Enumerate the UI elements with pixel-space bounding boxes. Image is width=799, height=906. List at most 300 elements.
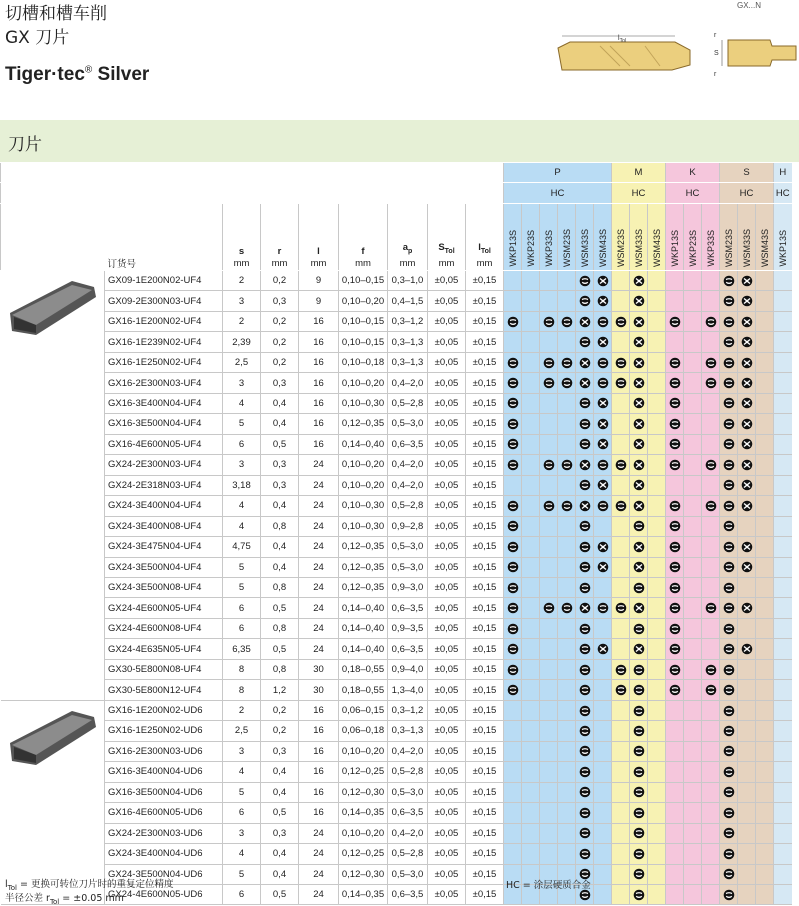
cell-l: 16 (299, 762, 339, 782)
cell-f: 0,12–0,35 (339, 414, 388, 434)
grade-header: WSM43S (651, 228, 662, 267)
page-subtitle: GX 刀片 (5, 28, 70, 48)
cell-f: 0,10–0,15 (339, 270, 388, 290)
main-application-icon (615, 684, 627, 696)
cell-l: 24 (299, 844, 339, 864)
main-application-icon (723, 664, 735, 676)
table-row (1, 516, 792, 536)
cell-f: 0,10–0,18 (339, 352, 388, 372)
cell-ltol: ±0,15 (466, 270, 504, 290)
drawing-type-label: GX...N (737, 1, 762, 10)
cell-ap: 0,3–1,0 (388, 270, 428, 290)
main-application-icon (579, 275, 591, 287)
main-application-icon (723, 438, 735, 450)
main-application-icon (669, 541, 681, 553)
cell-ltol: ±0,15 (466, 332, 504, 352)
material-group-m: M (634, 167, 643, 179)
main-application-icon (507, 500, 519, 512)
cell-r: 0,4 (261, 537, 299, 557)
cell-ltol: ±0,15 (466, 414, 504, 434)
order-number: GX24-4E635N05-UF4 (105, 639, 223, 659)
additional-application-icon (633, 541, 645, 553)
main-application-icon (723, 643, 735, 655)
grade-header: WSM33S (633, 228, 644, 267)
cell-ltol: ±0,15 (466, 639, 504, 659)
cell-stol: ±0,05 (428, 455, 466, 475)
additional-application-icon (597, 438, 609, 450)
main-application-icon (633, 848, 645, 860)
cell-l: 16 (299, 414, 339, 434)
cell-l: 24 (299, 516, 339, 536)
section-header (0, 120, 799, 162)
cell-ltol: ±0,15 (466, 557, 504, 577)
svg-text:S: S (714, 50, 719, 57)
cell-l: 24 (299, 598, 339, 618)
main-application-icon (561, 500, 573, 512)
cell-ap: 0,5–3,0 (388, 864, 428, 884)
main-application-icon (723, 397, 735, 409)
svg-text:r: r (714, 32, 717, 39)
cell-ap: 0,5–3,0 (388, 414, 428, 434)
main-application-icon (669, 664, 681, 676)
table-row (1, 700, 792, 720)
order-number: GX24-3E500N04-UF4 (105, 557, 223, 577)
cell-s: 6,35 (223, 639, 261, 659)
cell-stol: ±0,05 (428, 516, 466, 536)
cell-ltol: ±0,15 (466, 700, 504, 720)
cell-ap: 0,9–4,0 (388, 659, 428, 679)
cell-l: 16 (299, 721, 339, 741)
cell-r: 0,3 (261, 373, 299, 393)
col-unit: mm (476, 257, 493, 269)
cell-stol: ±0,05 (428, 885, 466, 905)
main-application-icon (669, 520, 681, 532)
col-header-0: s (238, 245, 245, 257)
additional-application-icon (597, 643, 609, 655)
cell-ap: 0,4–2,0 (388, 455, 428, 475)
table-row (1, 762, 792, 782)
main-application-icon (597, 316, 609, 328)
hc-label: HC (775, 187, 790, 199)
cell-s: 3,18 (223, 475, 261, 495)
cell-f: 0,10–0,20 (339, 823, 388, 843)
additional-application-icon (579, 357, 591, 369)
cell-l: 16 (299, 352, 339, 372)
cell-s: 2 (223, 311, 261, 331)
cell-s: 4,75 (223, 537, 261, 557)
cell-s: 5 (223, 577, 261, 597)
footnote-radius: 半径公差 $r_{Tol} = \pm 0.05$ mm (5, 893, 124, 906)
cell-stol: ±0,05 (428, 291, 466, 311)
main-application-icon (579, 561, 591, 573)
main-application-icon (579, 418, 591, 430)
additional-application-icon (741, 418, 753, 430)
order-number: GX16-3E500N04-UF4 (105, 414, 223, 434)
insert-drawing-top (550, 30, 700, 80)
cell-ltol: ±0,15 (466, 598, 504, 618)
table-row (1, 741, 792, 761)
cell-r: 0,4 (261, 557, 299, 577)
table-row (1, 680, 792, 700)
additional-application-icon (633, 397, 645, 409)
table-row (1, 455, 792, 475)
main-application-icon (633, 705, 645, 717)
cell-f: 0,10–0,20 (339, 291, 388, 311)
main-application-icon (669, 418, 681, 430)
cell-ltol: ±0,15 (466, 618, 504, 638)
main-application-icon (543, 602, 555, 614)
main-application-icon (723, 541, 735, 553)
main-application-icon (705, 357, 717, 369)
grade-header: WKP33S (543, 230, 554, 267)
main-application-icon (561, 459, 573, 471)
drawing-ltol-label: $l_{Tol}$ (618, 35, 626, 44)
col-header-2: l (317, 245, 320, 257)
order-number: GX24-3E400N04-UD6 (105, 844, 223, 864)
cell-stol: ±0,05 (428, 680, 466, 700)
order-number: GX09-2E300N03-UF4 (105, 291, 223, 311)
additional-application-icon (741, 316, 753, 328)
footnote-ltol: $l_{Tol}$ = 更换可转位刀片时的重复定位精度 (5, 879, 174, 892)
table-row (1, 782, 792, 802)
cell-stol: ±0,05 (428, 332, 466, 352)
cell-stol: ±0,05 (428, 414, 466, 434)
cell-s: 4 (223, 844, 261, 864)
additional-application-icon (597, 295, 609, 307)
cell-r: 0,3 (261, 455, 299, 475)
cell-r: 0,4 (261, 414, 299, 434)
grade-header: WSM23S (561, 228, 572, 267)
col-header-4: $a_p$ (402, 242, 413, 255)
table-row (1, 393, 792, 413)
cell-r: 0,8 (261, 577, 299, 597)
cell-l: 24 (299, 496, 339, 516)
additional-application-icon (633, 479, 645, 491)
main-application-icon (615, 664, 627, 676)
main-application-icon (669, 582, 681, 594)
cell-ltol: ±0,15 (466, 782, 504, 802)
cell-l: 24 (299, 577, 339, 597)
table-row (1, 618, 792, 638)
cell-ap: 0,5–3,0 (388, 782, 428, 802)
grade-header: WKP33S (705, 230, 716, 267)
order-number: GX16-1E239N02-UF4 (105, 332, 223, 352)
main-application-icon (561, 602, 573, 614)
additional-application-icon (579, 377, 591, 389)
main-application-icon (723, 725, 735, 737)
cell-r: 0,8 (261, 618, 299, 638)
main-application-icon (615, 602, 627, 614)
additional-application-icon (597, 418, 609, 430)
cell-ap: 0,3–1,2 (388, 311, 428, 331)
cell-ltol: ±0,15 (466, 885, 504, 905)
main-application-icon (561, 377, 573, 389)
additional-application-icon (597, 561, 609, 573)
additional-application-icon (741, 643, 753, 655)
additional-application-icon (633, 316, 645, 328)
main-application-icon (705, 459, 717, 471)
cell-ltol: ±0,15 (466, 577, 504, 597)
order-number: GX24-2E300N03-UD6 (105, 823, 223, 843)
cell-r: 0,2 (261, 721, 299, 741)
cell-stol: ±0,05 (428, 741, 466, 761)
cell-r: 0,2 (261, 270, 299, 290)
order-number: GX24-4E600N05-UD6 (105, 885, 223, 905)
cell-stol: ±0,05 (428, 598, 466, 618)
cell-s: 6 (223, 618, 261, 638)
main-application-icon (723, 705, 735, 717)
cell-f: 0,14–0,40 (339, 598, 388, 618)
cell-r: 0,4 (261, 844, 299, 864)
order-number: GX16-4E600N05-UF4 (105, 434, 223, 454)
cell-stol: ±0,05 (428, 557, 466, 577)
grade-header: WKP23S (687, 230, 698, 267)
main-application-icon (723, 336, 735, 348)
table-row (1, 332, 792, 352)
cell-ltol: ±0,15 (466, 373, 504, 393)
main-application-icon (507, 664, 519, 676)
main-application-icon (669, 561, 681, 573)
cell-r: 0,8 (261, 516, 299, 536)
cell-l: 24 (299, 537, 339, 557)
order-number: GX24-4E600N05-UF4 (105, 598, 223, 618)
grade-header: WSM43S (759, 228, 770, 267)
main-application-icon (579, 807, 591, 819)
cell-ap: 0,3–1,3 (388, 721, 428, 741)
main-application-icon (633, 520, 645, 532)
main-application-icon (507, 316, 519, 328)
hc-label: HC (631, 187, 646, 199)
cell-f: 0,12–0,25 (339, 844, 388, 864)
cell-ap: 0,3–1,2 (388, 700, 428, 720)
cell-f: 0,18–0,55 (339, 659, 388, 679)
hc-label: HC (550, 187, 565, 199)
order-number: GX24-3E500N04-UD6 (105, 864, 223, 884)
main-application-icon (507, 684, 519, 696)
main-application-icon (579, 664, 591, 676)
cell-stol: ±0,05 (428, 393, 466, 413)
cell-f: 0,06–0,18 (339, 721, 388, 741)
additional-application-icon (633, 438, 645, 450)
cell-f: 0,10–0,20 (339, 373, 388, 393)
main-application-icon (633, 889, 645, 901)
order-number: GX30-5E800N12-UF4 (105, 680, 223, 700)
cell-s: 5 (223, 557, 261, 577)
cell-ltol: ±0,15 (466, 434, 504, 454)
main-application-icon (633, 868, 645, 880)
table-row (1, 496, 792, 516)
main-application-icon (597, 602, 609, 614)
cell-ltol: ±0,15 (466, 741, 504, 761)
cell-r: 0,4 (261, 762, 299, 782)
cell-f: 0,10–0,20 (339, 475, 388, 495)
col-unit: mm (355, 257, 371, 269)
cell-f: 0,12–0,35 (339, 577, 388, 597)
main-application-icon (507, 602, 519, 614)
cell-ap: 0,4–2,0 (388, 475, 428, 495)
cell-f: 0,10–0,20 (339, 741, 388, 761)
cell-r: 0,3 (261, 823, 299, 843)
main-application-icon (669, 377, 681, 389)
cell-r: 0,5 (261, 885, 299, 905)
additional-application-icon (633, 377, 645, 389)
cell-stol: ±0,05 (428, 782, 466, 802)
section-title: 刀片 (8, 135, 42, 155)
col-header-1: r (277, 245, 282, 257)
cell-ap: 0,6–3,5 (388, 803, 428, 823)
cell-l: 16 (299, 332, 339, 352)
cell-l: 24 (299, 455, 339, 475)
table-row (1, 414, 792, 434)
order-number: GX24-2E300N03-UF4 (105, 455, 223, 475)
insert-photo-ud6 (1, 700, 105, 905)
additional-application-icon (633, 357, 645, 369)
cell-ap: 0,4–2,0 (388, 823, 428, 843)
main-application-icon (723, 602, 735, 614)
additional-application-icon (741, 459, 753, 471)
cell-r: 0,2 (261, 352, 299, 372)
cell-f: 0,14–0,40 (339, 434, 388, 454)
main-application-icon (507, 357, 519, 369)
main-application-icon (579, 643, 591, 655)
additional-application-icon (741, 500, 753, 512)
main-application-icon (723, 623, 735, 635)
cell-r: 0,5 (261, 598, 299, 618)
col-header-5: $S_{Tol}$ (438, 242, 455, 255)
cell-r: 0,4 (261, 864, 299, 884)
cell-ap: 0,6–3,5 (388, 885, 428, 905)
order-number: GX16-1E250N02-UD6 (105, 721, 223, 741)
cell-s: 3 (223, 291, 261, 311)
cell-l: 16 (299, 434, 339, 454)
cell-stol: ±0,05 (428, 864, 466, 884)
cell-s: 3 (223, 823, 261, 843)
main-application-icon (579, 397, 591, 409)
cell-r: 0,4 (261, 782, 299, 802)
main-application-icon (669, 397, 681, 409)
cell-s: 8 (223, 659, 261, 679)
additional-application-icon (633, 336, 645, 348)
main-application-icon (597, 459, 609, 471)
additional-application-icon (597, 275, 609, 287)
cell-s: 4 (223, 496, 261, 516)
main-application-icon (579, 295, 591, 307)
cell-stol: ±0,05 (428, 639, 466, 659)
additional-application-icon (633, 418, 645, 430)
cell-ap: 0,4–2,0 (388, 741, 428, 761)
cell-l: 16 (299, 741, 339, 761)
main-application-icon (615, 357, 627, 369)
cell-r: 0,2 (261, 311, 299, 331)
cell-l: 24 (299, 864, 339, 884)
order-number: GX16-3E500N04-UD6 (105, 782, 223, 802)
cell-l: 24 (299, 823, 339, 843)
additional-application-icon (741, 541, 753, 553)
cell-l: 16 (299, 700, 339, 720)
cell-f: 0,10–0,30 (339, 516, 388, 536)
cell-ap: 0,3–1,3 (388, 332, 428, 352)
cell-s: 6 (223, 434, 261, 454)
main-application-icon (633, 664, 645, 676)
additional-application-icon (741, 397, 753, 409)
additional-application-icon (579, 316, 591, 328)
main-application-icon (579, 520, 591, 532)
cell-l: 24 (299, 618, 339, 638)
cell-r: 1,2 (261, 680, 299, 700)
main-application-icon (669, 684, 681, 696)
cell-f: 0,12–0,30 (339, 864, 388, 884)
main-application-icon (723, 786, 735, 798)
cell-stol: ±0,05 (428, 577, 466, 597)
main-application-icon (507, 623, 519, 635)
main-application-icon (705, 500, 717, 512)
hc-label: HC (739, 187, 754, 199)
cell-r: 0,4 (261, 393, 299, 413)
col-unit: mm (233, 257, 250, 269)
cell-stol: ±0,05 (428, 434, 466, 454)
cell-r: 0,5 (261, 434, 299, 454)
main-application-icon (579, 725, 591, 737)
col-unit: mm (399, 257, 416, 269)
main-application-icon (561, 316, 573, 328)
additional-application-icon (597, 479, 609, 491)
grade-header: WSM33S (741, 228, 752, 267)
order-number-header: 订货号 (107, 258, 137, 270)
order-number: GX16-1E200N02-UF4 (105, 311, 223, 331)
main-application-icon (579, 336, 591, 348)
cell-l: 30 (299, 680, 339, 700)
cell-f: 0,14–0,35 (339, 885, 388, 905)
main-application-icon (507, 520, 519, 532)
main-application-icon (615, 459, 627, 471)
cell-stol: ±0,05 (428, 270, 466, 290)
cell-r: 0,8 (261, 659, 299, 679)
main-application-icon (669, 316, 681, 328)
cell-stol: ±0,05 (428, 803, 466, 823)
main-application-icon (669, 357, 681, 369)
main-application-icon (561, 357, 573, 369)
cell-s: 2 (223, 270, 261, 290)
order-number: GX16-4E600N05-UD6 (105, 803, 223, 823)
table-row (1, 557, 792, 577)
main-application-icon (507, 418, 519, 430)
table-row (1, 537, 792, 557)
additional-application-icon (741, 602, 753, 614)
footnote-hc: HC = 涂层硬质合金 (506, 880, 591, 891)
main-application-icon (543, 377, 555, 389)
main-application-icon (723, 316, 735, 328)
cell-s: 6 (223, 885, 261, 905)
col-unit: mm (438, 257, 455, 269)
cell-l: 9 (299, 291, 339, 311)
additional-application-icon (579, 459, 591, 471)
cell-ap: 0,5–2,8 (388, 496, 428, 516)
additional-application-icon (741, 438, 753, 450)
main-application-icon (705, 377, 717, 389)
grade-header: WSM43S (597, 228, 608, 267)
cell-l: 24 (299, 557, 339, 577)
cell-stol: ±0,05 (428, 537, 466, 557)
main-application-icon (579, 623, 591, 635)
main-application-icon (579, 541, 591, 553)
main-application-icon (579, 479, 591, 491)
cell-ltol: ±0,15 (466, 844, 504, 864)
cell-l: 9 (299, 270, 339, 290)
cell-s: 5 (223, 864, 261, 884)
cell-ap: 0,4–2,0 (388, 373, 428, 393)
main-application-icon (633, 582, 645, 594)
cell-ap: 0,3–1,3 (388, 352, 428, 372)
